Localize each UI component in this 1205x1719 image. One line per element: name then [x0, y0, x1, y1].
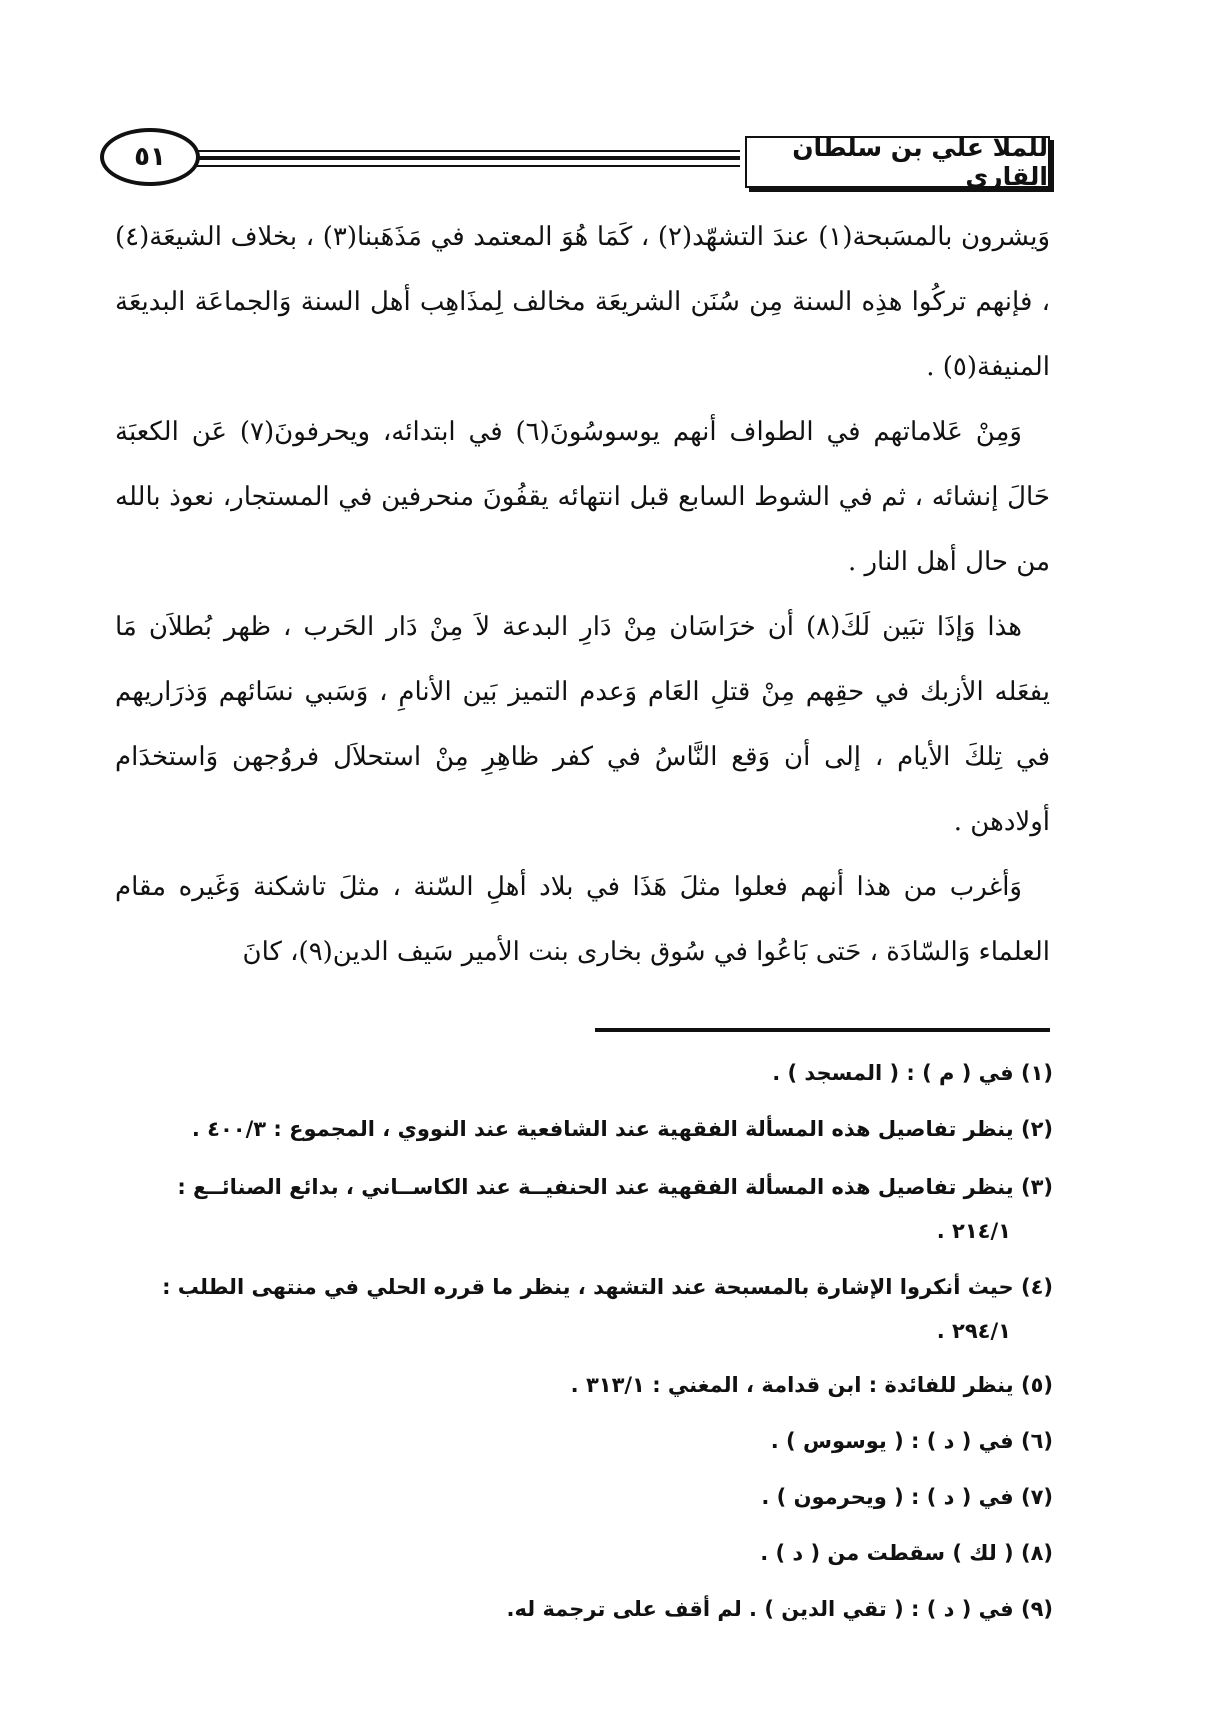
footnote-text: حيث أنكروا الإشارة بالمسبحة عند التشهد ، ينظر ما قرره الحلي في منتهى الطلب :: [162, 1275, 1014, 1299]
header-rule: [196, 156, 740, 160]
footnote-marker: (٣): [1020, 1175, 1053, 1199]
footnote: [118, 1413, 1053, 1469]
footnote-text: في ( د ) : ( تقي الدين ) . لم أقف على ترجمة له.: [506, 1597, 1014, 1621]
footnote-marker: (٦): [1020, 1429, 1053, 1453]
page-number: ٥١: [100, 128, 200, 186]
paragraph: هذا وَإذَا تبَين لَكَ(٨) أن خرَاسَان مِنْ دَارِ البدعة لاَ مِنْ دَار الحَرب ، ظهر بُطلاَن مَا يفعَله الأزبك في حقِهم مِنْ قتلِ العَام وَعدم التميز بَين الأنامِ ، وَسَبي نسَائهم وَذرَاريهم في تِلكَ الأيام ، إلى أن وَقع النَّاسُ في كفر ظاهِرِ مِنْ استحلاَل فروُجهن وَاستخدَام أولادهن .: [115, 612, 1050, 837]
footnote-text: في ( د ) : ( ويحرمون ) .: [761, 1485, 1014, 1509]
header-rule: [196, 150, 740, 152]
paragraph: وَيشرون بالمسَبحة(١) عندَ التشهّد(٢) ، كَمَا هُوَ المعتمد في مَذَهَبنا(٣) ، بخلاف الشيعَة(٤) ، فإنهم تركُوا هذِه السنة مِن سُنَن الشريعَة مخالف لِمذَاهِب أهل السنة وَالجماعَة البديعَة المنيفة(٥) .: [115, 222, 1051, 382]
page-header: [100, 128, 1050, 191]
footnote-marker: (٨): [1020, 1541, 1053, 1565]
footnote-text: في ( د ) : ( يوسوس ) .: [770, 1429, 1014, 1453]
footnote: [118, 1157, 1053, 1257]
footnote-marker: (٩): [1020, 1597, 1053, 1621]
footnote: [118, 1469, 1053, 1525]
footnote-marker: (٤): [1020, 1275, 1053, 1299]
footnote-text: في ( م ) : ( المسجد ) .: [772, 1061, 1014, 1085]
footnote: [118, 1357, 1053, 1413]
header-rule: [196, 165, 740, 167]
footnote-text: ( لك ) سقطت من ( د ) .: [760, 1541, 1014, 1565]
footnote-continuation: ٢١٤/١ .: [936, 1219, 1011, 1243]
paragraph: وَمِنْ عَلاماتهم في الطواف أنهم يوسوسُونَ(٦) في ابتدائه، ويحرفونَ(٧) عَن الكعبَة حَالَ إنشائه ، ثم في الشوط السابع قبل انتهائه يقفُونَ منحرفين في المستجار، نعوذ بالله من حال أهل النار .: [115, 417, 1050, 577]
footnote: [118, 1257, 1053, 1357]
footnote: [118, 1525, 1053, 1581]
main-text: [115, 205, 1050, 985]
footnote: [118, 1581, 1053, 1637]
footnote-text: ينظر تفاصيل هذه المسألة الفقهية عند الحنفيــة عند الكاســاني ، بدائع الصنائــع :: [177, 1175, 1014, 1199]
footnote: [118, 1045, 1053, 1101]
footnote-marker: (٥): [1020, 1373, 1053, 1397]
paragraph: وَأغرب من هذا أنهم فعلوا مثلَ هَذَا في بلاد أهلِ السّنة ، مثلَ تاشكنة وَغَيره مقام العلماء وَالسّادَة ، حَتى بَاعُوا في سُوق بخارى بنت الأمير سَيف الدين(٩)، كانَ: [115, 872, 1050, 967]
footnote-separator: [595, 1028, 1050, 1032]
footnote-continuation: ٢٩٤/١ .: [936, 1319, 1011, 1343]
footnote: [118, 1101, 1053, 1157]
footnote-marker: (٧): [1020, 1485, 1053, 1509]
running-title: للملا علي بن سلطان القاري: [745, 136, 1050, 188]
footnote-text: ينظر تفاصيل هذه المسألة الفقهية عند الشافعية عند النووي ، المجموع : ٤٠٠/٣ .: [191, 1117, 1014, 1141]
footnote-marker: (١): [1020, 1061, 1053, 1085]
footnote-text: ينظر للفائدة : ابن قدامة ، المغني : ٣١٣/١ .: [570, 1373, 1014, 1397]
footnote-marker: (٢): [1020, 1117, 1053, 1141]
footnotes: [118, 1045, 1053, 1637]
